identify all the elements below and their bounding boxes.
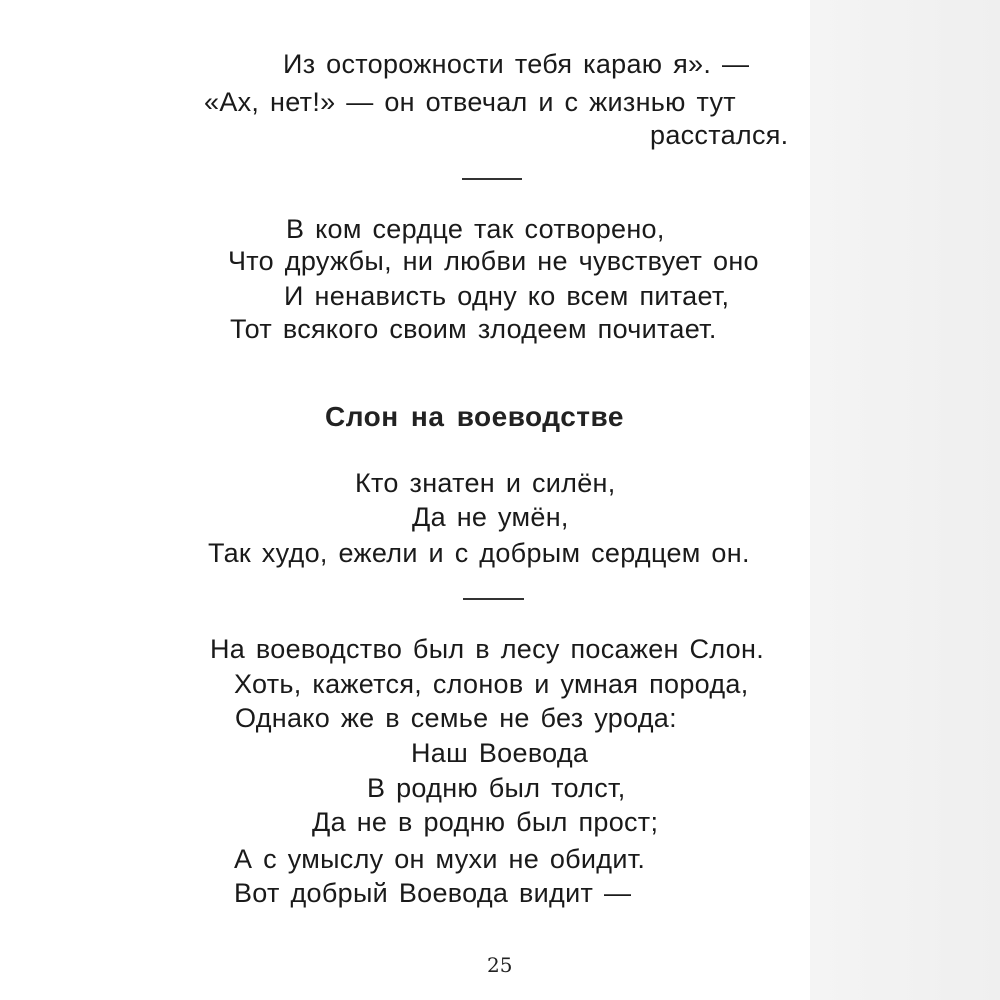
moral-line: В ком сердце так сотворено,: [286, 214, 665, 244]
section-divider: [462, 178, 522, 180]
moral-line: И ненависть одну ко всем питает,: [284, 281, 730, 311]
verse-line: Из осторожности тебя караю я». —: [283, 49, 750, 79]
moral-line: Тот всякого своим злодеем почитает.: [230, 314, 717, 344]
verse-line: В родню был толст,: [367, 773, 626, 803]
verse-line: расстался.: [650, 120, 789, 150]
moral-line: Что дружбы, ни любви не чувствует оно: [228, 246, 759, 276]
adjacent-page-edge: [810, 0, 1000, 1000]
verse-line: А с умыслу он мухи не обидит.: [234, 844, 646, 874]
verse-line: «Ах, нет!» — он отвечал и с жизнью тут: [204, 87, 736, 117]
verse-line: Вот добрый Воевода видит —: [234, 878, 632, 908]
verse-line: Хоть, кажется, слонов и умная порода,: [234, 669, 749, 699]
verse-line: Наш Воевода: [411, 738, 589, 768]
moral-line: Да не умён,: [412, 502, 569, 532]
moral-line: Кто знатен и силён,: [355, 468, 616, 498]
section-divider: [463, 598, 524, 600]
verse-line: Да не в родню был прост;: [312, 807, 659, 837]
fable-title: Слон на воеводстве: [325, 401, 624, 432]
page-number: 25: [487, 953, 513, 977]
verse-line: Однако же в семье не без урода:: [235, 703, 677, 733]
verse-line: На воеводство был в лесу посажен Слон.: [210, 634, 765, 664]
moral-line: Так худо, ежели и с добрым сердцем он.: [208, 538, 750, 568]
